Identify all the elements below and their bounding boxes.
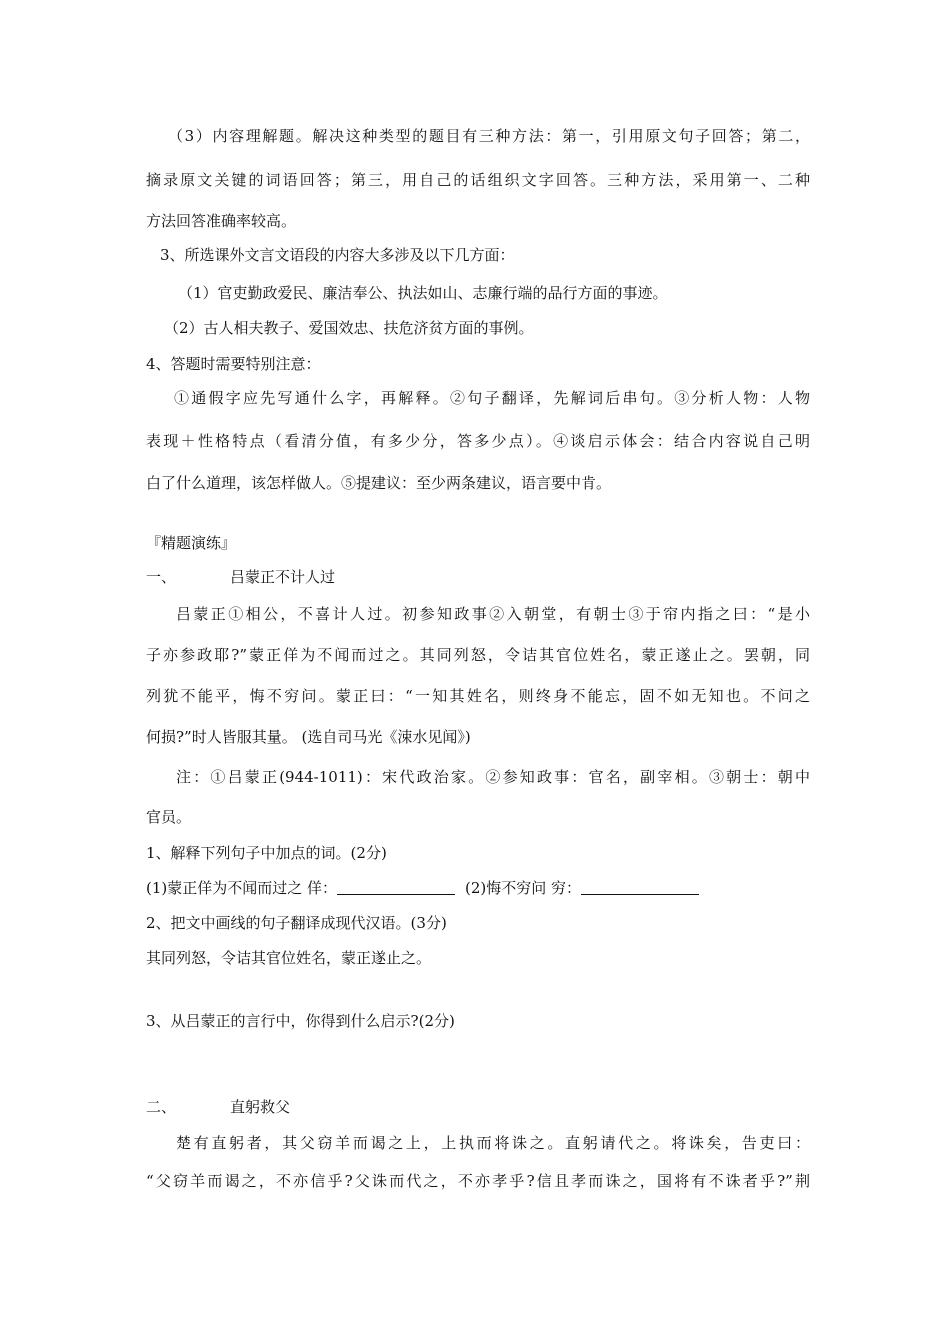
answer-blank-2[interactable] bbox=[581, 880, 699, 895]
paragraph-line: （3）内容理解题。解决这种类型的题目有三种方法：第一，引用原文句子回答；第二， bbox=[168, 127, 810, 145]
passage-line: 子亦参政耶?”蒙正佯为不闻而过之。其同列怒，令诘其官位姓名，蒙正遂止之。罢朝，同 bbox=[146, 646, 810, 664]
passage-line: 楚有直躬者，其父窃羊而谒之上，上执而将诛之。直躬请代之。将诛矣，告吏曰： bbox=[176, 1134, 810, 1152]
passage-title: 吕蒙正不计人过 bbox=[230, 568, 336, 586]
list-item: 4、答题时需要特别注意： bbox=[146, 355, 321, 373]
question-subitems bbox=[146, 878, 810, 898]
paragraph-line: 方法回答准确率较高。 bbox=[146, 212, 297, 230]
question: 2、把文中画线的句子翻译成现代汉语。(3分) bbox=[146, 914, 447, 932]
paragraph-line: 表现＋性格特点（看清分值，有多少分，答多少点）。④谈启示体会：结合内容说自己明 bbox=[146, 432, 810, 450]
section-heading: 『精题演练』 bbox=[146, 534, 237, 552]
passage-line: 列犹不能平，悔不穷问。蒙正曰：“一知其姓名，则终身不能忘，固不如无知也。不问之 bbox=[146, 687, 810, 705]
answer-blank-1[interactable] bbox=[337, 880, 455, 895]
passage-title: 直躬救父 bbox=[230, 1098, 291, 1116]
paragraph-line: 摘录原文关键的词语回答；第三，用自己的话组织文字回答。三种方法，采用第一、二种 bbox=[146, 171, 810, 189]
list-item: 3、所选课外文言文语段的内容大多涉及以下几方面： bbox=[160, 246, 515, 264]
note-line: 官员。 bbox=[146, 808, 192, 826]
subquestion-1: (1)蒙正佯为不闻而过之 佯： bbox=[146, 879, 338, 897]
subquestion-2: (2)悔不穷问 穷： bbox=[465, 879, 582, 897]
question: 3、从吕蒙正的言行中，你得到什么启示?(2分) bbox=[146, 1012, 455, 1030]
passage-line: 吕蒙正①相公，不喜计人过。初参知政事②入朝堂，有朝士③于帘内指之曰：“是小 bbox=[176, 605, 810, 623]
passage-heading bbox=[146, 1097, 810, 1117]
passage-number: 一、 bbox=[146, 568, 177, 586]
list-item: （2）古人相夫教子、爱国效忠、扶危济贫方面的事例。 bbox=[164, 319, 534, 337]
passage-line: “父窃羊而谒之，不亦信乎?父诛而代之，不亦孝乎?信且孝而诛之，国将有不诛者乎?”荆 bbox=[146, 1172, 810, 1190]
list-item: （1）官吏勤政爱民、廉洁奉公、执法如山、志廉行端的品行方面的事迹。 bbox=[178, 284, 668, 302]
passage-number: 二、 bbox=[146, 1098, 177, 1116]
underlined-sentence: 其同列怒，令诘其官位姓名，蒙正遂止之。 bbox=[146, 949, 432, 967]
passage-line: 何损?”时人皆服其量。 (选自司马光《涑水见闻》) bbox=[146, 728, 471, 746]
paragraph-line: 白了什么道理，该怎样做人。⑤提建议：至少两条建议，语言要中肯。 bbox=[146, 474, 612, 492]
note-line: 注：①吕蒙正(944-1011)：宋代政治家。②参知政事：官名，副宰相。③朝士：朝中 bbox=[176, 768, 810, 786]
question: 1、解释下列句子中加点的词。(2分) bbox=[146, 844, 387, 862]
passage-heading bbox=[146, 567, 810, 587]
paragraph-line: ①通假字应先写通什么字，再解释。②句子翻译，先解词后串句。③分析人物：人物 bbox=[174, 389, 810, 407]
